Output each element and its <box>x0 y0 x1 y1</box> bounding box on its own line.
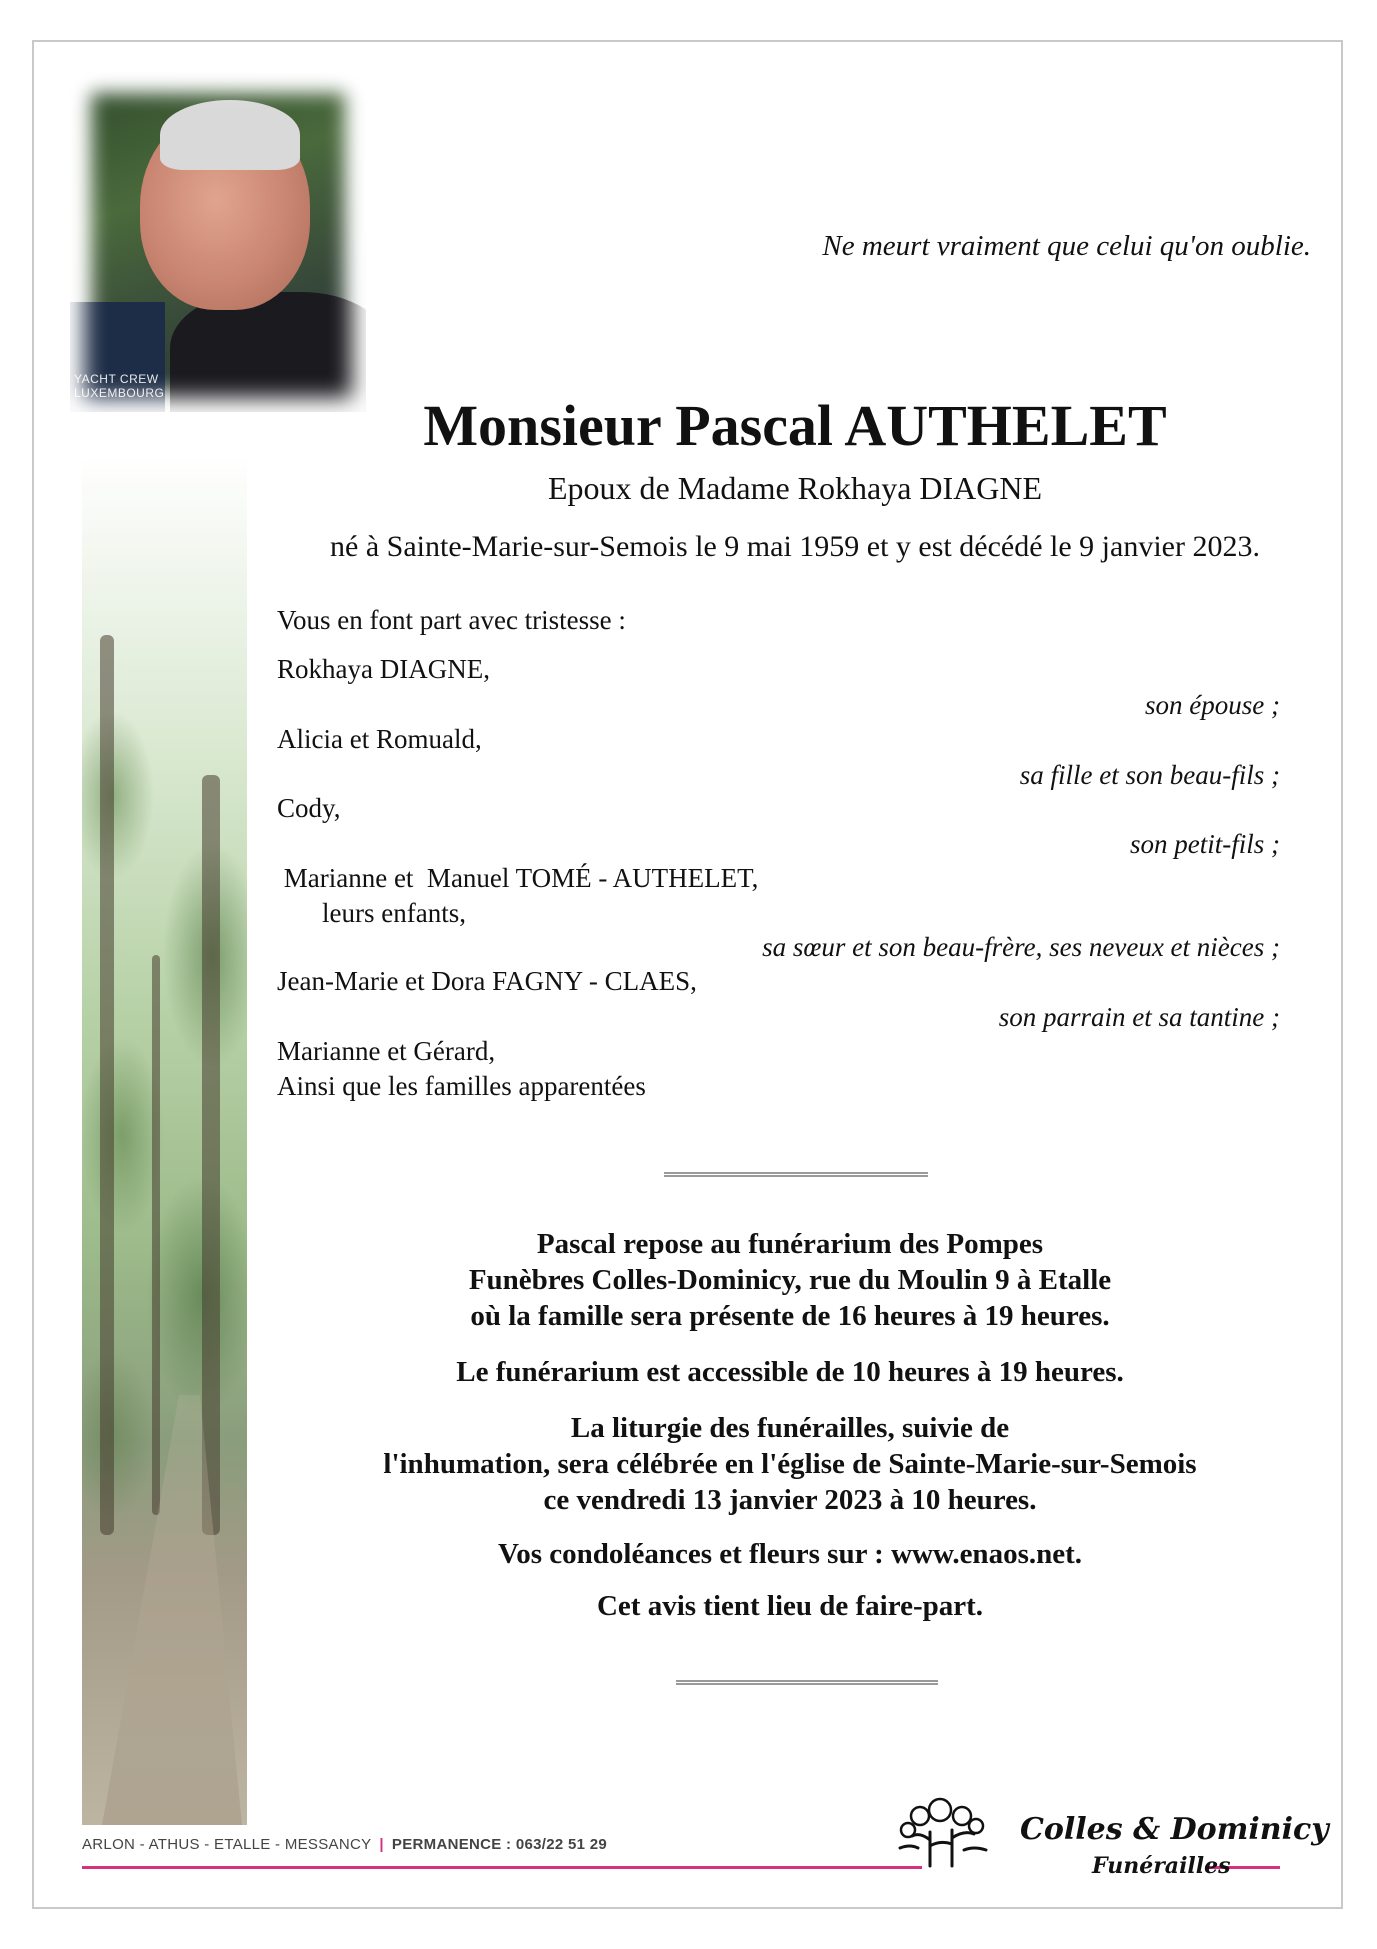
tree-trunk <box>100 635 114 1535</box>
deceased-name: Monsieur Pascal AUTHELET <box>423 393 1167 458</box>
forest-path-image <box>82 455 247 1825</box>
funerarium-paragraph: Pascal repose au funérarium des Pompes Funèbres Colles-Dominicy, rue du Moulin 9 à Etalle où la famille sera présente de 16 heures à 19 heures. <box>468 1228 1112 1332</box>
family-names: Cody, <box>277 793 341 823</box>
family-relation: son parrain et sa tantine ; <box>998 1002 1280 1032</box>
family-relation: son petit-fils ; <box>1130 829 1280 859</box>
condolences-line: Vos condoléances et fleurs sur : www.enaos.net. <box>497 1538 1083 1570</box>
funeral-home-logo-name: Colles & Dominicy <box>1020 1812 1329 1847</box>
family-names: Alicia et Romuald, <box>277 724 482 754</box>
portrait-photo <box>70 72 366 412</box>
family-names: Marianne et Manuel TOMÉ - AUTHELET, <box>277 863 759 893</box>
divider-rule <box>676 1680 938 1685</box>
liturgy-paragraph: La liturgie des funérailles, suivie de l'inhumation, sera célébrée en l'église de Sainte-Marie-sur-Semois ce vendredi 13 janvier 2023 à 10 heures. <box>383 1412 1197 1516</box>
family-relation: son épouse ; <box>1145 690 1280 720</box>
family-names: Jean-Marie et Dora FAGNY - CLAES, <box>277 966 697 996</box>
family-subline: leurs enfants, <box>322 898 466 928</box>
funeral-home-logo-sub: Funérailles <box>1092 1853 1231 1879</box>
family-relation: sa sœur et son beau-frère, ses neveux et nièces ; <box>762 932 1280 962</box>
notice-line: Cet avis tient lieu de faire-part. <box>596 1590 984 1622</box>
tree-icon <box>890 1796 998 1868</box>
footer-locations: ARLON - ATHUS - ETALLE - MESSANCY | PERMANENCE : 063/22 51 29 <box>82 1836 607 1853</box>
family-names: Rokhaya DIAGNE, <box>277 654 490 684</box>
tree-trunk <box>202 775 220 1535</box>
tree-trunk <box>152 955 160 1515</box>
spouse-line: Epoux de Madame Rokhaya DIAGNE <box>547 470 1043 506</box>
divider-rule <box>664 1172 928 1177</box>
epigraph-quote: Ne meurt vraiment que celui qu'on oublie. <box>822 230 1311 262</box>
footer-accent-line <box>82 1866 922 1869</box>
birth-death-line: né à Sainte-Marie-sur-Semois le 9 mai 1959 et y est décédé le 9 janvier 2023. <box>330 530 1260 563</box>
photo-sign-text: YACHT CREW LUXEMBOURG <box>74 372 165 400</box>
funerarium-hours: Le funérarium est accessible de 10 heures à 19 heures. <box>456 1356 1124 1388</box>
family-names: Ainsi que les familles apparentées <box>277 1071 646 1101</box>
photo-vignette <box>70 72 366 412</box>
announcement-intro: Vous en font part avec tristesse : <box>277 605 626 635</box>
family-names: Marianne et Gérard, <box>277 1036 496 1066</box>
family-relation: sa fille et son beau-fils ; <box>1019 760 1280 790</box>
